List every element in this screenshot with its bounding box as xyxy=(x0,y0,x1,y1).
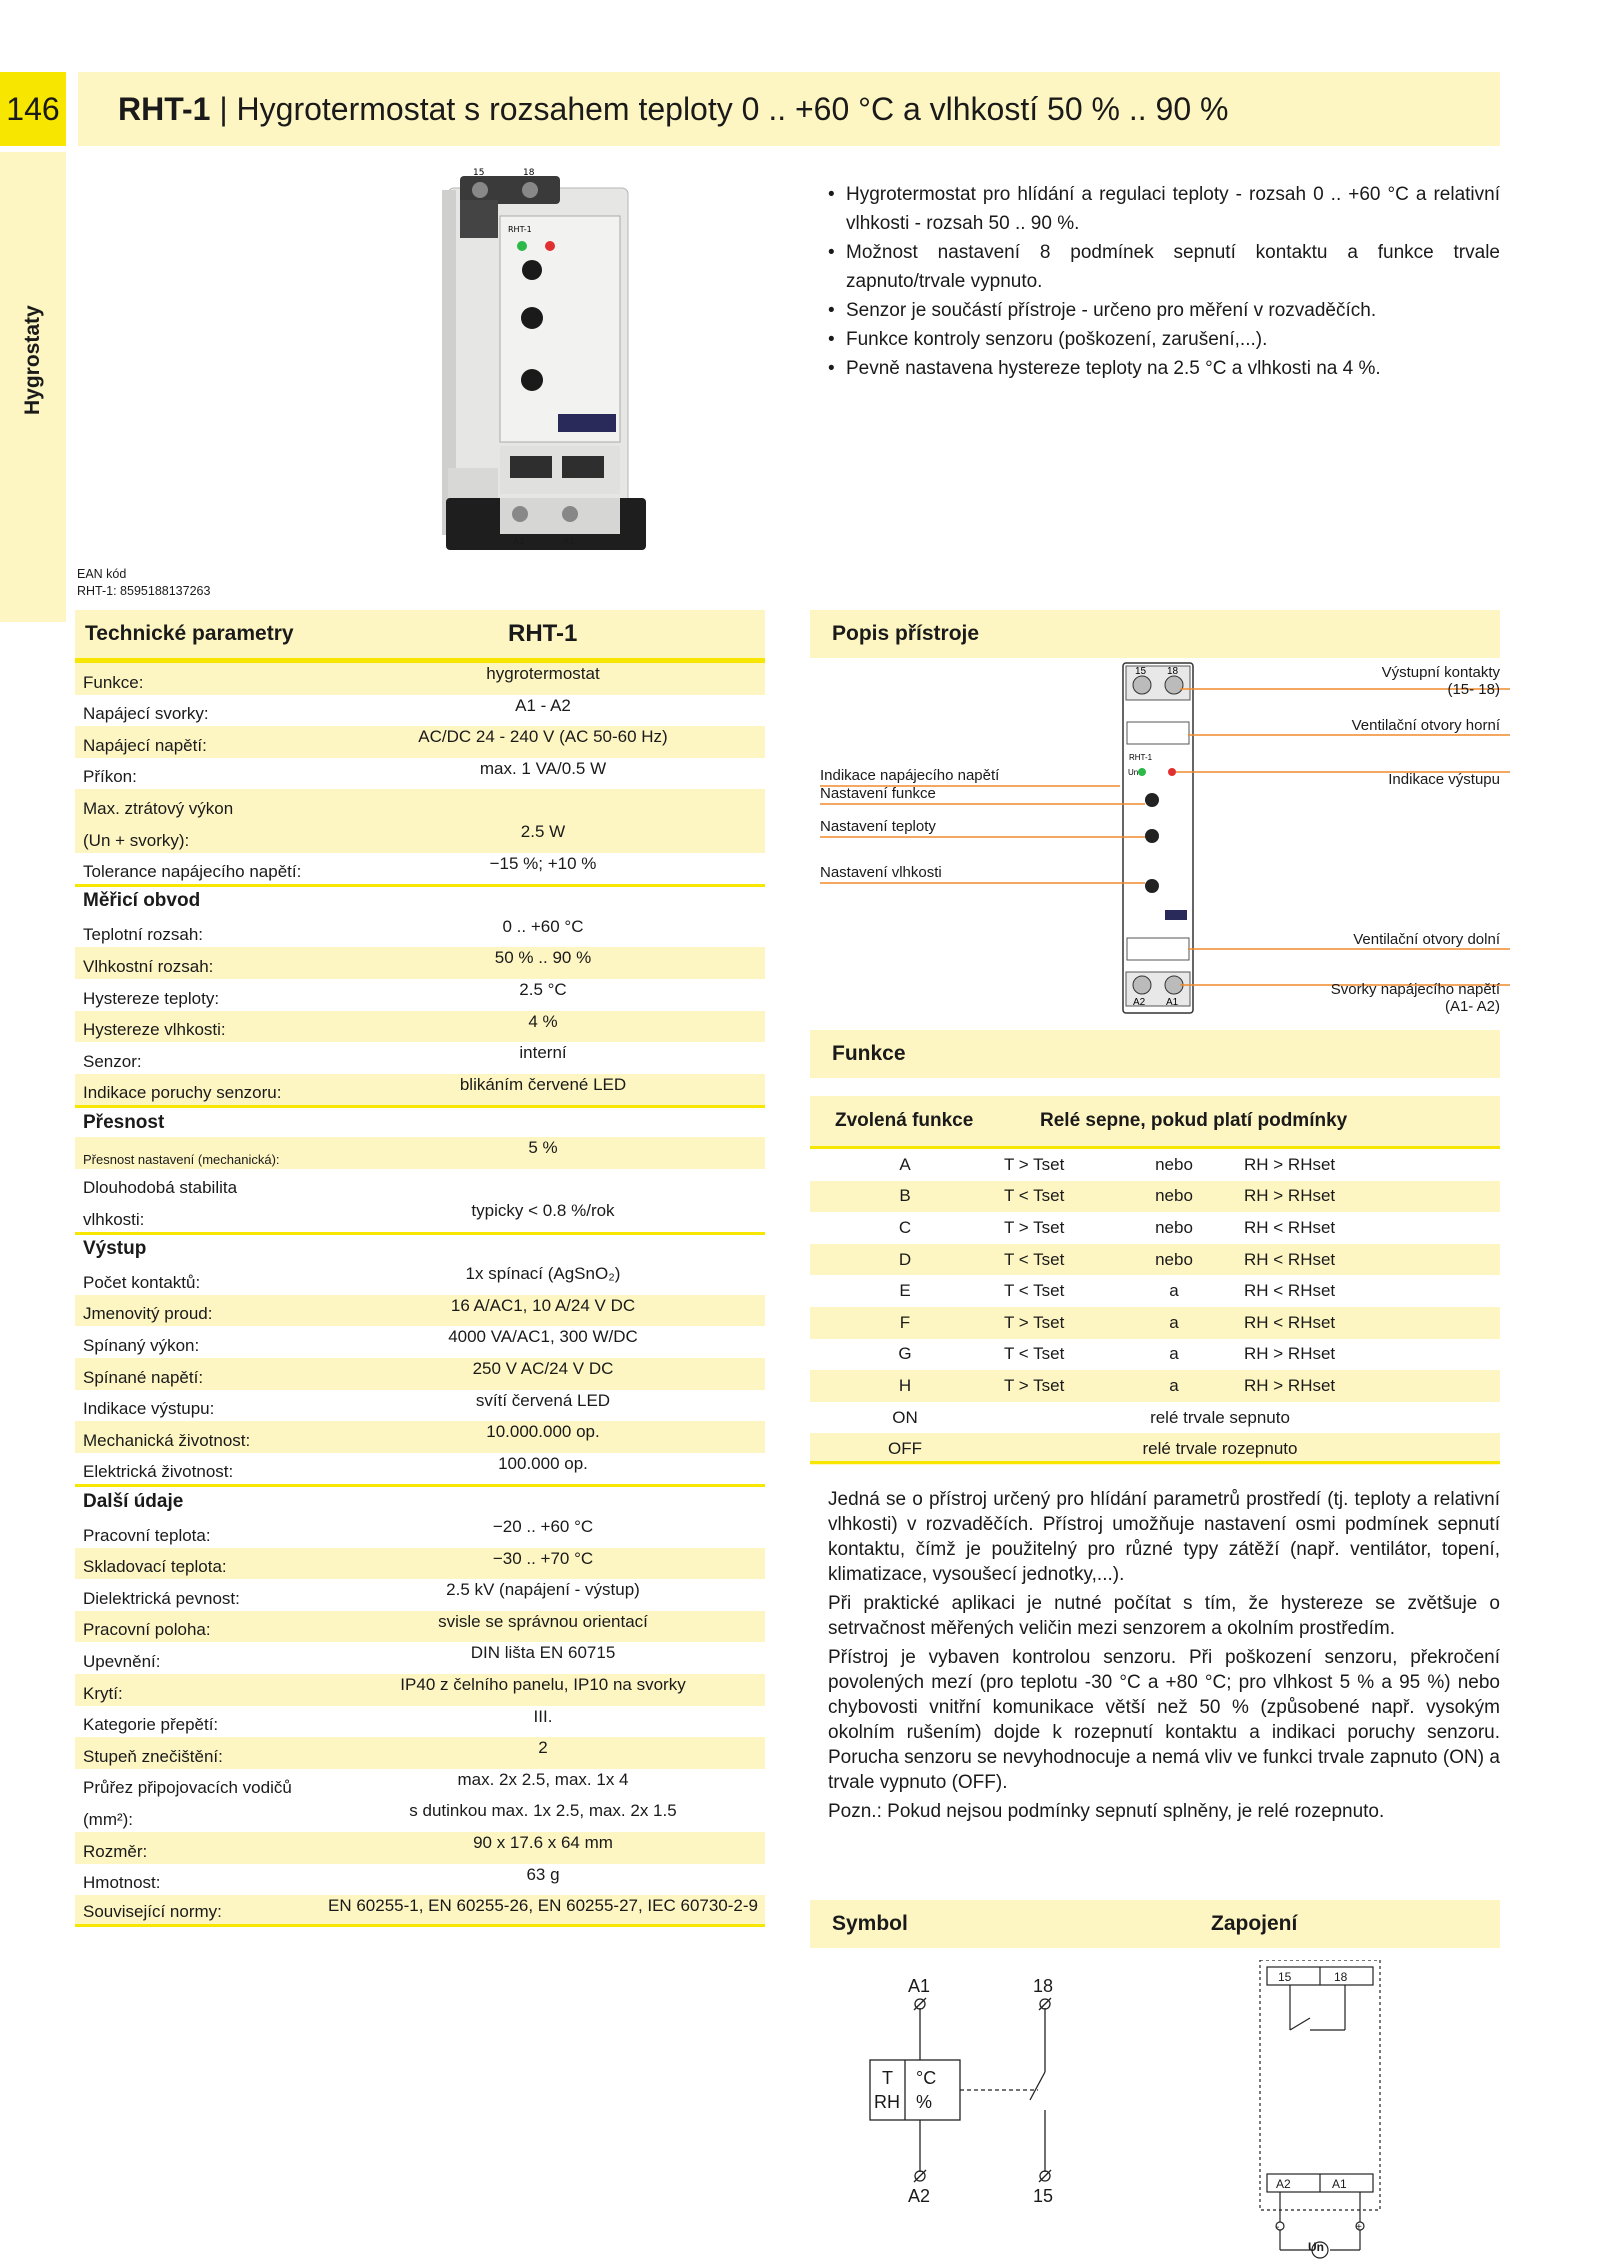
param-row xyxy=(75,1706,765,1738)
param-row xyxy=(75,1358,765,1390)
param-value: 4 % xyxy=(528,1011,558,1031)
ean-code xyxy=(77,566,210,600)
divider xyxy=(810,1461,1500,1464)
symbol-18: 18 xyxy=(1033,1976,1054,1996)
function-table-header xyxy=(810,1096,1500,1149)
logic-operator: nebo xyxy=(1155,1186,1193,1206)
description-paragraph: Pozn.: Pokud nejsou podmínky sepnutí splněny, je relé rozepnuto. xyxy=(828,1801,1385,1822)
symbol-15: 15 xyxy=(1033,2186,1054,2206)
param-row xyxy=(75,1421,765,1453)
label-supply-terminals: Svorky napájecího napětí xyxy=(1330,981,1500,998)
param-group-label: Další údaje xyxy=(83,1490,184,1512)
function-row xyxy=(810,1212,1500,1244)
param-value: 4000 VA/AC1, 300 W/DC xyxy=(448,1327,638,1347)
param-label: Spínaný výkon: xyxy=(83,1336,200,1356)
param-value: 1x spínací (AgSnO₂) xyxy=(465,1264,621,1284)
param-label: Stupeň znečištění: xyxy=(83,1746,223,1766)
param-row xyxy=(75,726,765,758)
param-row xyxy=(75,979,765,1011)
label-vent-bottom: Ventilační otvory dolní xyxy=(1353,931,1500,948)
wiring-plus: + xyxy=(1356,2222,1362,2233)
diagram-terminal-18: 18 xyxy=(1167,666,1179,677)
param-label: Jmenovitý proud: xyxy=(83,1304,213,1324)
function-row xyxy=(810,1275,1500,1307)
param-value: typicky < 0.8 %/rok xyxy=(471,1201,615,1221)
label-output-indication: Indikace výstupu xyxy=(1388,771,1500,788)
param-value: interní xyxy=(519,1043,567,1063)
wiring-diagram xyxy=(1260,1960,1380,2258)
param-row xyxy=(75,695,765,727)
symbol-RH: RH xyxy=(874,2092,900,2112)
diagram-terminal-A2: A2 xyxy=(1133,997,1146,1008)
param-row xyxy=(75,1642,765,1674)
humidity-condition: RH > RHset xyxy=(1244,1186,1336,1206)
param-group-header xyxy=(75,1232,765,1264)
param-group-header xyxy=(75,1484,765,1516)
param-label: Příkon: xyxy=(83,767,137,787)
humidity-condition: RH < RHset xyxy=(1244,1312,1336,1332)
function-code: OFF xyxy=(888,1439,922,1459)
symbol-T: T xyxy=(882,2068,893,2088)
logic-operator: a xyxy=(1169,1344,1179,1364)
temperature-condition: T < Tset xyxy=(1004,1249,1065,1269)
param-label: Dielektrická pevnost: xyxy=(83,1588,240,1608)
param-label: Indikace poruchy senzoru: xyxy=(83,1083,282,1103)
function-code: G xyxy=(898,1344,912,1364)
photo-model-label: RHT-1 xyxy=(508,225,532,234)
title-model: RHT-1 xyxy=(118,91,211,127)
diagram-terminal-15: 15 xyxy=(1135,666,1147,677)
description-paragraph: Jedná se o přístroj určený pro hlídání parametrů prostředí (tj. teploty a relativní vlhkosti) v rozvaděčích. Přístroj umožňuje nastavení osmi podmínek sepnutí kontaktu, čímž je použitelný pro různé typy zátěží (např. ventilátor, topení, klimatizace, vysoušecí jednotky,...). xyxy=(828,1489,1500,1585)
param-label: (Un + svorky): xyxy=(83,830,190,850)
logic-operator: nebo xyxy=(1155,1249,1193,1269)
description-text xyxy=(828,1487,1500,1828)
humidity-condition: RH < RHset xyxy=(1244,1281,1336,1301)
param-value xyxy=(321,1169,765,1201)
tech-params-heading xyxy=(75,610,765,658)
function-condition: relé trvale rozepnuto xyxy=(1142,1439,1298,1459)
param-label: Pracovní poloha: xyxy=(83,1620,211,1640)
wiring-minus: - xyxy=(1276,2222,1280,2233)
function-row xyxy=(810,1339,1500,1371)
param-row xyxy=(75,789,765,821)
param-value: −15 %; +10 % xyxy=(489,853,597,873)
param-group-label: Přesnost xyxy=(83,1111,165,1133)
function-heading: Funkce xyxy=(810,1030,1500,1078)
label-function-setting: Nastavení funkce xyxy=(820,785,936,802)
intro-bullet: • Senzor je součástí přístroje - určeno pro měření v rozvaděčích. xyxy=(828,296,1500,325)
param-row xyxy=(75,1169,765,1201)
wiring-un: Un xyxy=(1308,2240,1324,2254)
device-photo xyxy=(440,168,650,560)
temperature-condition: T < Tset xyxy=(1004,1281,1065,1301)
symbol-title: Symbol xyxy=(832,1912,908,1935)
intro-bullet: • Funkce kontroly senzoru (poškození, zarušení,...). xyxy=(828,325,1500,354)
param-label: Krytí: xyxy=(83,1683,123,1703)
photo-terminal-15: 15 xyxy=(473,168,485,178)
param-value: A1 - A2 xyxy=(515,695,571,715)
wiring-A2: A2 xyxy=(1276,2177,1291,2191)
temperature-condition: T > Tset xyxy=(1004,1154,1065,1174)
param-group-header xyxy=(75,1105,765,1137)
label-output-contacts-terminals: (15- 18) xyxy=(1447,681,1500,698)
param-label: Indikace výstupu: xyxy=(83,1399,215,1419)
function-code: B xyxy=(899,1186,911,1206)
param-label: vlhkosti: xyxy=(83,1209,145,1229)
param-label: (mm²): xyxy=(83,1809,134,1829)
param-label: Hmotnost: xyxy=(83,1873,161,1893)
photo-terminal-18: 18 xyxy=(523,168,535,178)
humidity-condition: RH > RHset xyxy=(1244,1344,1336,1364)
intro-bullet: • Možnost nastavení 8 podmínek sepnutí kontaktu a funkce trvale zapnuto/trvale vypnuto. xyxy=(828,238,1500,296)
param-label: Rozměr: xyxy=(83,1841,148,1861)
photo-terminal-A2: A2 xyxy=(513,537,525,547)
param-row xyxy=(75,1548,765,1580)
param-label: Tolerance napájecího napětí: xyxy=(83,862,302,882)
description-paragraph: Při praktické aplikaci je nutné počítat s tím, že hystereze se zvětšuje o setrvačnost měřených veličin mezi senzorem a okolním prostředím. xyxy=(828,1593,1500,1639)
param-row xyxy=(75,1137,765,1169)
param-row xyxy=(75,1200,765,1232)
param-row xyxy=(75,1737,765,1769)
param-label: Přesnost nastavení (mechanická): xyxy=(83,1151,280,1167)
description-paragraph: Přístroj je vybaven kontrolou senzoru. Při poškození senzoru, překročení povolených mezí (pro teplotu -30 °C a +80 °C; pro vlhkost 5 % a 95 %) nebo chybovosti vnitřní komunikace větší než 50 % (způsobené např. vysokým okolním rušením) dojde k rozepnutí kontaktu a indikaci poruchy senzoru. Porucha senzoru se nevyhodnocuje a nemá vliv ve funkci trvale zapnuto (ON) a trvale vypnuto (OFF). xyxy=(828,1647,1500,1793)
function-row xyxy=(810,1149,1500,1181)
symbol-A1: A1 xyxy=(908,1976,931,1996)
function-condition: relé trvale sepnuto xyxy=(1150,1407,1290,1427)
function-table xyxy=(810,1096,1500,1465)
logic-operator: a xyxy=(1169,1281,1179,1301)
param-value: blikáním červené LED xyxy=(459,1074,627,1094)
tech-params-table xyxy=(75,663,765,1927)
param-value: max. 1 VA/0.5 W xyxy=(479,758,607,778)
param-value: 2.5 W xyxy=(520,821,566,841)
param-row xyxy=(75,916,765,948)
param-label: Pracovní teplota: xyxy=(83,1525,211,1545)
param-value: 10.000.000 op. xyxy=(486,1422,600,1442)
wiring-title: Zapojení xyxy=(1211,1912,1298,1935)
symbol-degC: °C xyxy=(916,2068,937,2088)
temperature-condition: T > Tset xyxy=(1004,1217,1065,1237)
symbol-A2: A2 xyxy=(908,2186,931,2206)
temperature-condition: T > Tset xyxy=(1004,1312,1065,1332)
param-label: Vlhkostní rozsah: xyxy=(83,956,214,976)
param-row xyxy=(75,1895,765,1927)
param-value: AC/DC 24 - 240 V (AC 50-60 Hz) xyxy=(418,727,668,747)
param-label: Počet kontaktů: xyxy=(83,1272,201,1292)
param-value: s dutinkou max. 1x 2.5, max. 2x 1.5 xyxy=(409,1801,677,1821)
param-row xyxy=(75,853,765,885)
param-row xyxy=(75,1011,765,1043)
function-row xyxy=(810,1370,1500,1402)
param-value: 5 % xyxy=(528,1137,558,1157)
param-row xyxy=(75,1800,765,1832)
param-label: Hystereze vlhkosti: xyxy=(83,1020,226,1040)
intro-bullet: • Hygrotermostat pro hlídání a regulaci teploty - rozsah 0 .. +60 °C a relativní vlhkosti - rozsah 50 .. 90 %. xyxy=(828,180,1500,238)
param-value: 2.5 kV (napájení - výstup) xyxy=(446,1580,640,1600)
symbol-heading xyxy=(810,1900,1500,1948)
param-label: Elektrická životnost: xyxy=(83,1462,234,1482)
device-description-heading: Popis přístroje xyxy=(810,610,1500,658)
param-value: III. xyxy=(533,1706,553,1726)
param-label: Napájecí napětí: xyxy=(83,735,207,755)
param-row xyxy=(75,663,765,695)
param-value: 100.000 op. xyxy=(498,1453,588,1473)
title-text: | Hygrotermostat s rozsahem teploty 0 .. +60 °C a vlhkostí 50 % .. 90 % xyxy=(219,91,1229,127)
param-value: DIN lišta EN 60715 xyxy=(470,1643,616,1663)
param-value: −20 .. +60 °C xyxy=(492,1517,594,1537)
logic-operator: nebo xyxy=(1155,1154,1193,1174)
param-value: 63 g xyxy=(526,1864,560,1884)
param-row xyxy=(75,1453,765,1485)
param-value: 16 A/AC1, 10 A/24 V DC xyxy=(450,1295,636,1315)
param-value: −30 .. +70 °C xyxy=(492,1548,594,1568)
param-label: Průřez připojovacích vodičů xyxy=(83,1778,292,1798)
param-row xyxy=(75,821,765,853)
diagram-terminal-A1: A1 xyxy=(1166,997,1179,1008)
function-code: A xyxy=(899,1154,911,1174)
page-number: 146 xyxy=(0,72,66,146)
param-label: Teplotní rozsah: xyxy=(83,925,204,945)
param-row xyxy=(75,1390,765,1422)
param-value: 50 % .. 90 % xyxy=(494,948,592,968)
tech-params-title: Technické parametry xyxy=(85,622,294,645)
param-value: 90 x 17.6 x 64 mm xyxy=(473,1832,613,1852)
function-code: D xyxy=(898,1249,912,1269)
param-row xyxy=(75,1864,765,1896)
param-row xyxy=(75,1326,765,1358)
param-value: IP40 z čelního panelu, IP10 na svorky xyxy=(400,1675,686,1694)
param-row xyxy=(75,1674,765,1706)
function-row xyxy=(810,1307,1500,1339)
param-row xyxy=(75,758,765,790)
logic-operator: a xyxy=(1169,1312,1179,1332)
label-temperature-setting: Nastavení teploty xyxy=(820,818,936,835)
param-value: 0 .. +60 °C xyxy=(502,916,584,936)
param-label: Funkce: xyxy=(83,672,144,692)
side-tab-label: Hygrostaty xyxy=(21,305,44,415)
param-label: Napájecí svorky: xyxy=(83,704,209,724)
param-label: Hystereze teploty: xyxy=(83,988,220,1008)
label-supply-terminals-ids: (A1- A2) xyxy=(1444,998,1500,1015)
diagram-un: Un xyxy=(1128,768,1139,777)
function-code: E xyxy=(899,1281,911,1301)
function-col-header: Zvolená funkce xyxy=(835,1110,974,1131)
param-label: Senzor: xyxy=(83,1051,142,1071)
param-row xyxy=(75,1295,765,1327)
tech-params-model: RHT-1 xyxy=(508,620,578,647)
param-value: 2 xyxy=(538,1738,548,1758)
function-code: H xyxy=(898,1375,912,1395)
humidity-condition: RH > RHset xyxy=(1244,1154,1336,1174)
device-diagram xyxy=(820,660,1510,1020)
label-vent-top: Ventilační otvory horní xyxy=(1351,717,1500,734)
param-row xyxy=(75,1611,765,1643)
intro-bullets xyxy=(828,180,1500,383)
ean-value: RHT-1: 8595188137263 xyxy=(77,584,211,598)
function-row xyxy=(810,1181,1500,1213)
param-row xyxy=(75,1042,765,1074)
label-power-indication: Indikace napájecího napětí xyxy=(820,767,1000,784)
diagram-model: RHT-1 xyxy=(1129,753,1153,762)
param-label: Upevnění: xyxy=(83,1652,161,1671)
param-row xyxy=(75,1832,765,1864)
param-group-header xyxy=(75,884,765,916)
symbol-pct: % xyxy=(916,2092,933,2112)
electrical-symbol xyxy=(870,1998,1051,2182)
param-label: Max. ztrátový výkon xyxy=(83,798,234,818)
ean-label: EAN kód xyxy=(77,567,127,581)
condition-col-header: Relé sepne, pokud platí podmínky xyxy=(1040,1110,1348,1131)
param-value: svisle se správnou orientací xyxy=(438,1611,648,1631)
temperature-condition: T < Tset xyxy=(1004,1344,1065,1364)
param-value: EN 60255-1, EN 60255-26, EN 60255-27, IEC 60730-2-9 xyxy=(328,1896,758,1916)
label-humidity-setting: Nastavení vlhkosti xyxy=(820,864,942,881)
param-row xyxy=(75,947,765,979)
param-value: 250 V AC/24 V DC xyxy=(472,1359,614,1379)
function-code: C xyxy=(898,1217,912,1237)
wiring-18: 18 xyxy=(1334,1970,1348,1984)
function-row xyxy=(810,1244,1500,1276)
temperature-condition: T > Tset xyxy=(1004,1375,1065,1395)
symbol-diagrams xyxy=(820,1960,1500,2260)
humidity-condition: RH > RHset xyxy=(1244,1375,1336,1395)
intro-bullet: • Pevně nastavena hystereze teploty na 2.5 °C a vlhkosti na 4 %. xyxy=(828,354,1500,383)
label-output-contacts: Výstupní kontakty xyxy=(1381,664,1500,681)
param-label: Spínané napětí: xyxy=(83,1367,204,1387)
param-group-label: Měřicí obvod xyxy=(83,890,201,912)
param-row xyxy=(75,1579,765,1611)
function-row xyxy=(810,1402,1500,1434)
photo-terminal-A1: A1 xyxy=(563,537,575,547)
param-value: svítí červená LED xyxy=(475,1390,611,1410)
humidity-condition: RH < RHset xyxy=(1244,1249,1336,1269)
function-code: ON xyxy=(892,1407,918,1427)
temperature-condition: T < Tset xyxy=(1004,1186,1065,1206)
logic-operator: nebo xyxy=(1155,1217,1193,1237)
wiring-15: 15 xyxy=(1278,1970,1292,1984)
param-label: Mechanická životnost: xyxy=(83,1430,251,1450)
diagram-device-body xyxy=(1123,663,1193,1013)
param-value: 2.5 °C xyxy=(519,979,567,999)
humidity-condition: RH < RHset xyxy=(1244,1217,1336,1237)
param-row xyxy=(75,1074,765,1106)
param-label: Skladovací teplota: xyxy=(83,1557,227,1577)
logic-operator: a xyxy=(1169,1375,1179,1395)
param-group-label: Výstup xyxy=(83,1237,147,1259)
param-label: Kategorie přepětí: xyxy=(83,1715,219,1735)
function-code: F xyxy=(899,1312,911,1332)
param-row xyxy=(75,1516,765,1548)
page-title xyxy=(78,72,1500,146)
param-label: Související normy: xyxy=(83,1901,222,1921)
param-value: max. 2x 2.5, max. 1x 4 xyxy=(457,1769,629,1789)
param-value xyxy=(321,789,765,821)
function-table-body xyxy=(810,1149,1500,1465)
param-label: Dlouhodobá stabilita xyxy=(83,1178,238,1198)
wiring-A1: A1 xyxy=(1332,2177,1347,2191)
param-row xyxy=(75,1263,765,1295)
param-value: hygrotermostat xyxy=(486,664,600,683)
param-row xyxy=(75,1769,765,1801)
